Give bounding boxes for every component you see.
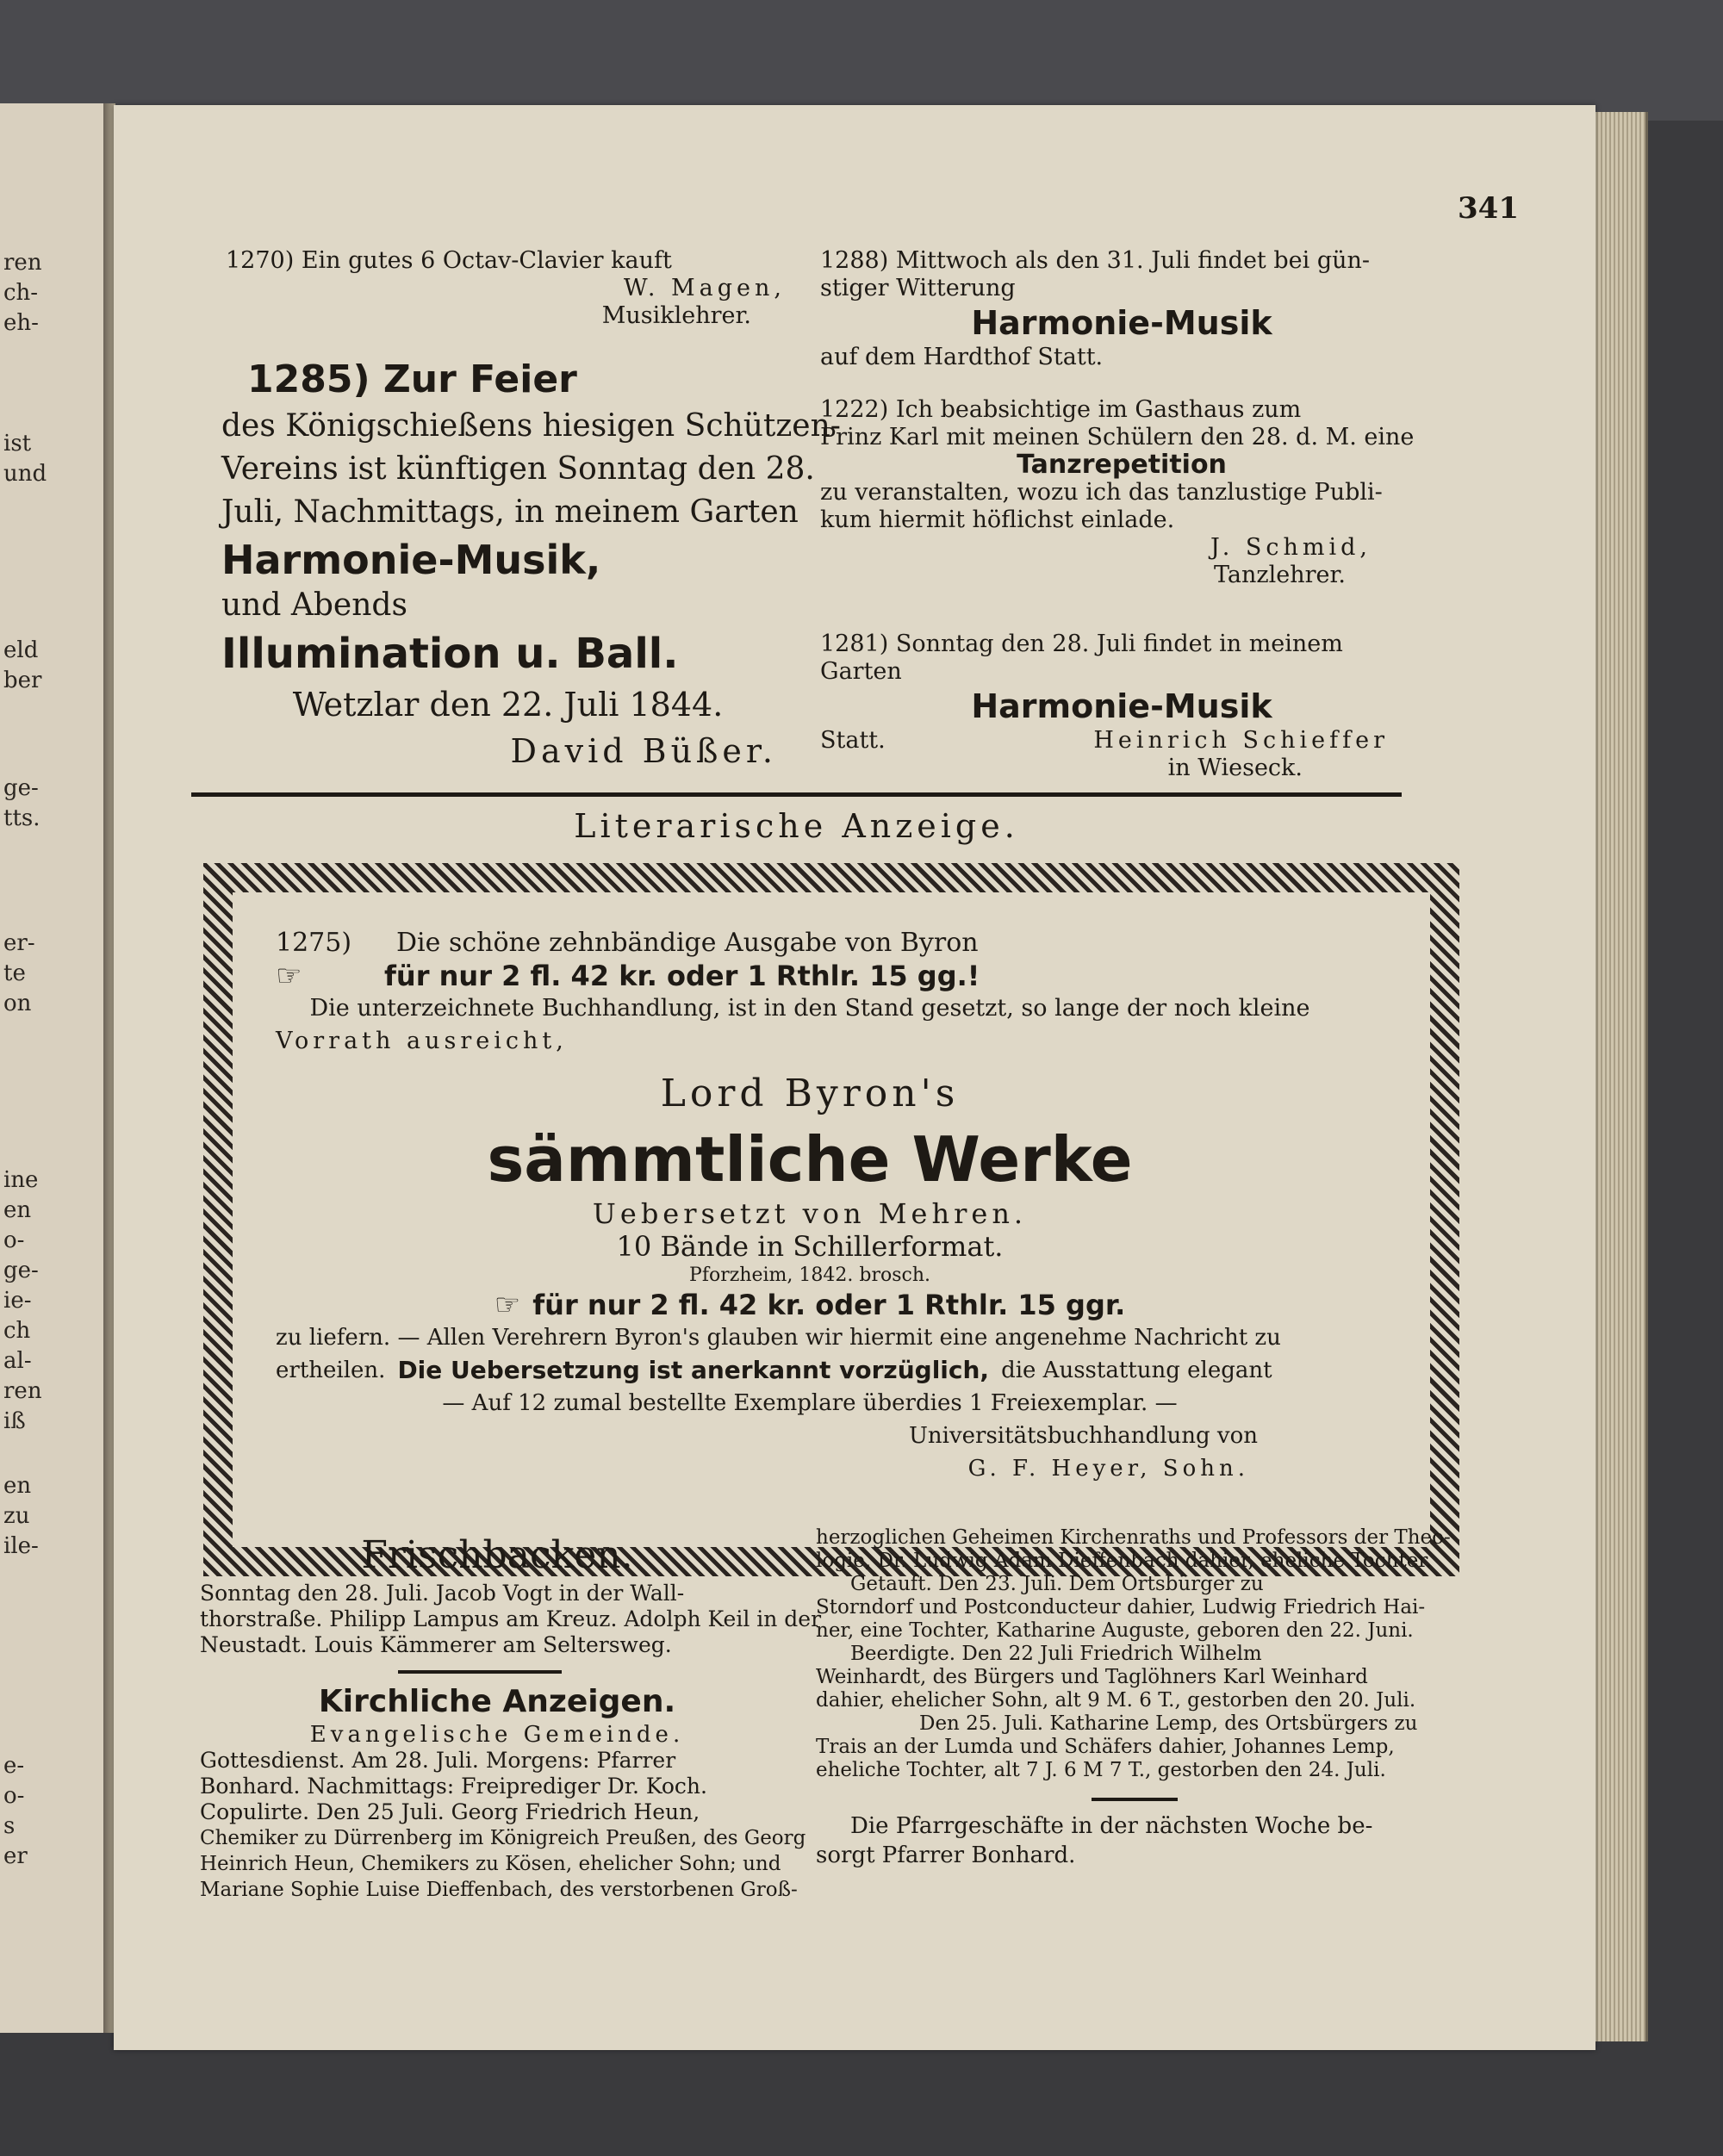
ad-1270 <box>226 247 786 330</box>
literary-author: Lord Byron's <box>660 1072 960 1115</box>
church-record-line: eheliche Tochter, alt 7 J. 6 M 7 T., gestorben den 24. Juli. <box>816 1759 1386 1781</box>
frischbacken-line: thorstraße. Philipp Lampus am Kreuz. Adolph Keil in der <box>200 1606 822 1631</box>
fragment: iß <box>3 1408 26 1434</box>
ad-1285-signer: David Büßer. <box>510 732 777 770</box>
literary-body-emphasis: Die Uebersetzung ist anerkannt vorzüglich, <box>397 1356 990 1384</box>
church-record-line: Getauft. Den 23. Juli. Dem Ortsbürger zu <box>850 1573 1264 1595</box>
ad-1288 <box>820 247 1423 371</box>
literary-translation: Uebersetzt von Mehren. <box>592 1197 1028 1230</box>
literary-publication: Pforzheim, 1842. brosch. <box>689 1264 930 1286</box>
fragment: on <box>3 991 32 1016</box>
fragment: er <box>3 1843 28 1869</box>
church-record-line: Trais an der Lumda und Schäfers dahier, Johannes Lemp, <box>816 1736 1395 1758</box>
literary-body: — Auf 12 zumal bestellte Exemplare überdies 1 Freiexemplar. — <box>442 1390 1178 1416</box>
fragment: eld <box>3 637 39 663</box>
literary-headline: Die schöne zehnbändige Ausgabe von Byron <box>396 928 979 958</box>
fragment: en <box>3 1473 32 1499</box>
lower-left-column <box>200 1531 822 1903</box>
ad-1281-line: 1281) Sonntag den 28. Juli findet in meinem <box>820 631 1343 657</box>
fragment: ber <box>3 668 42 693</box>
literary-body: ertheilen. <box>276 1358 386 1383</box>
ad-1222-line: Prinz Karl mit meinen Schülern den 28. d. M. eine <box>820 424 1415 450</box>
fragment: ren <box>3 1378 42 1404</box>
short-rule <box>398 1670 562 1674</box>
ad-1222-line: kum hiermit höflichst einlade. <box>820 506 1175 533</box>
ad-1285-evening: und Abends <box>221 587 407 623</box>
ad-1270-line: 1270) Ein gutes 6 Octav-Clavier kauft <box>226 247 672 274</box>
newspaper-page <box>114 105 1595 2050</box>
fragment: ist <box>3 431 32 457</box>
page-stack-edge <box>1594 112 1648 2041</box>
page-number: 341 <box>1458 191 1519 226</box>
kirchliche-subtitle: Evangelische Gemeinde. <box>309 1722 685 1748</box>
ad-1270-role: Musiklehrer. <box>601 302 751 329</box>
ad-1285-date: Wetzlar den 22. Juli 1844. <box>292 686 724 724</box>
ad-1285-line: des Königschießens hiesigen Schützen- <box>221 408 841 444</box>
literary-intro: Die unterzeichnete Buchhandlung, ist in den Stand gesetzt, so lange der noch kleine <box>309 995 1310 1022</box>
literary-intro: Vorrath ausreicht, <box>276 1028 568 1054</box>
ad-1281-music: Harmonie-Musik <box>971 687 1272 725</box>
fragment: ch- <box>3 280 39 306</box>
short-rule <box>1092 1798 1178 1801</box>
church-record-line: Storndorf und Postconducteur dahier, Ludwig Friedrich Hai- <box>816 1596 1426 1619</box>
kirchliche-line: Chemiker zu Dürrenberg im Königreich Preußen, des Georg <box>200 1827 806 1849</box>
ad-1222-role: Tanzlehrer. <box>1213 562 1346 588</box>
literary-volumes: 10 Bände in Schillerformat. <box>616 1230 1004 1263</box>
frischbacken-line: Sonntag den 28. Juli. Jacob Vogt in der Wall- <box>200 1581 685 1606</box>
ad-1222-name: J. Schmid, <box>1210 534 1372 561</box>
background-desk <box>0 0 1723 121</box>
fragment: o- <box>3 1783 25 1809</box>
church-record-line: Den 25. Juli. Katharine Lemp, des Ortsbürgers zu <box>919 1712 1418 1735</box>
fragment: al- <box>3 1348 32 1374</box>
literary-section-title: Literarische Anzeige. <box>574 807 1019 845</box>
lower-right-column <box>816 1526 1451 1870</box>
ad-1281-statt: Statt. <box>820 727 886 754</box>
fragment: ine <box>3 1167 39 1193</box>
fragment: ren <box>3 250 42 276</box>
ad-1288-music: Harmonie-Musik <box>971 304 1272 342</box>
fragment: ile- <box>3 1533 39 1559</box>
fragment: ch <box>3 1318 31 1344</box>
fragment: tts. <box>3 805 40 831</box>
ad-1285 <box>221 355 841 775</box>
kirchliche-title: Kirchliche Anzeigen. <box>318 1684 676 1719</box>
fragment: ge- <box>3 775 39 801</box>
literary-ad-body <box>233 892 1430 1547</box>
literary-price-top: für nur 2 fl. 42 kr. oder 1 Rthlr. 15 gg.! <box>384 960 980 992</box>
fragment: ge- <box>3 1258 39 1283</box>
fragment: er- <box>3 930 35 956</box>
pointing-hand-icon: ☞ <box>494 1288 521 1322</box>
literary-signature: G. F. Heyer, Sohn. <box>967 1456 1249 1482</box>
church-record-line: dahier, ehelicher Sohn, alt 9 M. 6 T., gestorben den 20. Juli. <box>816 1689 1416 1712</box>
ad-1285-music: Harmonie-Musik, <box>221 537 601 583</box>
ad-1222 <box>820 396 1423 589</box>
section-divider <box>191 792 1402 797</box>
literary-body: die Ausstattung elegant <box>1001 1358 1272 1383</box>
ad-1285-ball: Illumination u. Ball. <box>221 630 679 678</box>
pastor-note: Die Pfarrgeschäfte in der nächsten Woche be- <box>850 1813 1373 1839</box>
fragment: te <box>3 960 26 986</box>
ad-1285-line: Juli, Nachmittags, in meinem Garten <box>221 494 799 530</box>
literary-price: für nur 2 fl. 42 kr. oder 1 Rthlr. 15 ggr. <box>532 1289 1126 1321</box>
literary-work: sämmtliche Werke <box>487 1123 1133 1196</box>
ad-1281-place: in Wieseck. <box>1167 755 1303 781</box>
kirchliche-line: Copulirte. Den 25 Juli. Georg Friedrich Heun, <box>200 1799 700 1824</box>
ornamental-border <box>203 863 1459 1576</box>
kirchliche-line: Bonhard. Nachmittags: Freiprediger Dr. Koch. <box>200 1774 707 1799</box>
fragment: e- <box>3 1753 25 1779</box>
fragment: und <box>3 461 47 487</box>
literary-body: zu liefern. — Allen Verehrern Byron's glauben wir hiermit eine angenehme Nachricht zu <box>276 1325 1281 1351</box>
kirchliche-line: Gottesdienst. Am 28. Juli. Morgens: Pfarrer <box>200 1748 676 1773</box>
ad-1281-line: Garten <box>820 658 902 685</box>
ad-1281-name: Heinrich Schieffer <box>1093 727 1389 754</box>
ad-1222-title: Tanzrepetition <box>1017 450 1227 480</box>
ad-1270-name: W. Magen, <box>623 275 786 301</box>
church-record-line: herzoglichen Geheimen Kirchenraths und Professors der Theo- <box>816 1526 1451 1549</box>
pastor-note: sorgt Pfarrer Bonhard. <box>816 1842 1076 1868</box>
literary-number: 1275) <box>276 928 352 958</box>
ad-1281 <box>820 631 1423 782</box>
kirchliche-line: Heinrich Heun, Chemikers zu Kösen, ehelicher Sohn; und <box>200 1853 781 1875</box>
frischbacken-line: Neustadt. Louis Kämmerer am Seltersweg. <box>200 1632 672 1657</box>
church-record-line: logie, Dr. Ludwig Adam Dieffenbach dahier, eheliche Tochter. <box>816 1550 1433 1572</box>
pointing-hand-icon: ☞ <box>276 959 302 993</box>
ad-1288-line: 1288) Mittwoch als den 31. Juli findet bei gün- <box>820 247 1371 274</box>
literary-signature: Universitätsbuchhandlung von <box>908 1423 1258 1449</box>
ad-1222-line: 1222) Ich beabsichtige im Gasthaus zum <box>820 396 1302 423</box>
fragment: eh- <box>3 310 39 336</box>
fragment: s <box>3 1813 16 1839</box>
frischbacken-title: Frischbacken. <box>361 1533 633 1577</box>
ad-1285-line: Vereins ist künftigen Sonntag den 28. <box>221 451 815 487</box>
church-record-line: Beerdigte. Den 22 Juli Friedrich Wilhelm <box>850 1643 1262 1665</box>
fragment: o- <box>3 1227 25 1253</box>
church-record-line: Weinhardt, des Bürgers und Taglöhners Karl Weinhard <box>816 1666 1368 1688</box>
ad-1222-line: zu veranstalten, wozu ich das tanzlustige Publi- <box>820 479 1383 506</box>
left-page-edge <box>0 103 105 2033</box>
ad-1288-line: stiger Witterung <box>820 275 1016 301</box>
ad-1288-line: auf dem Hardthof Statt. <box>820 344 1104 370</box>
fragment: ie- <box>3 1288 32 1314</box>
fragment: zu <box>3 1503 30 1529</box>
kirchliche-line: Mariane Sophie Luise Dieffenbach, des verstorbenen Groß- <box>200 1879 798 1901</box>
fragment: en <box>3 1197 32 1223</box>
church-record-line: ner, eine Tochter, Katharine Auguste, geboren den 22. Juni. <box>816 1619 1414 1642</box>
ad-1285-heading: 1285) Zur Feier <box>247 357 577 401</box>
